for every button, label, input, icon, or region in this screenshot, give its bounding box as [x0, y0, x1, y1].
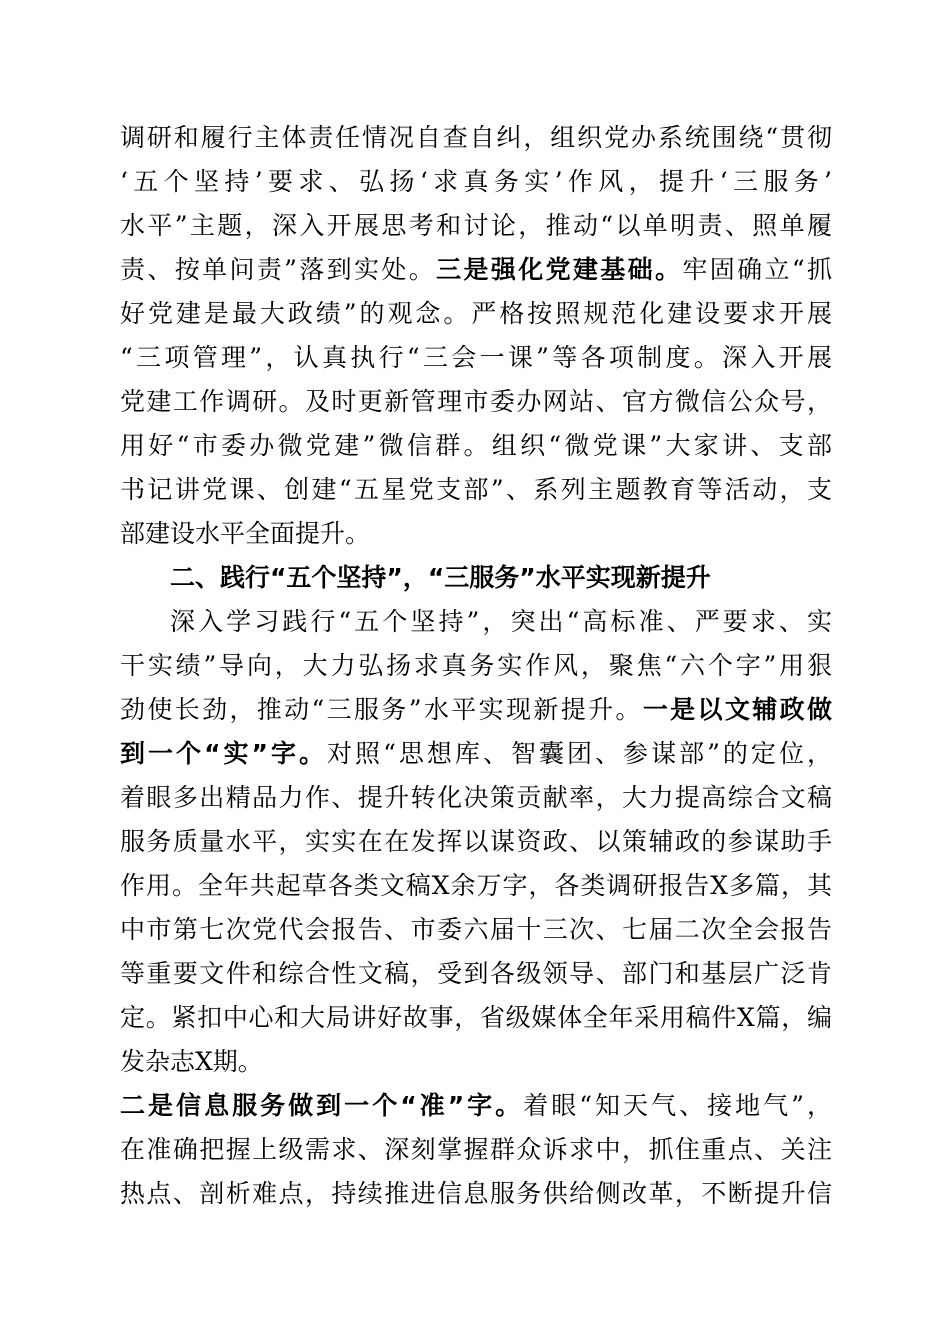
- text-line: 责、按单问责”落到实处。三是强化党建基础。牢固确立“抓: [120, 255, 832, 284]
- text-line: 深入学习践行“五个坚持”，突出“高标准、严要求、实: [170, 607, 832, 636]
- text-line: 好党建是最大政绩”的观念。严格按照规范化建设要求开展: [120, 299, 832, 328]
- text-line: 在准确把握上级需求、深刻掌握群众诉求中，抓住重点、关注: [120, 1135, 832, 1164]
- text-line: ‘五个坚持’要求、弘扬‘求真务实’作风，提升‘三服务’: [120, 167, 832, 196]
- text-line: 服务质量水平，实实在在发挥以谋资政、以策辅政的参谋助手: [120, 827, 832, 856]
- text-line: 书记讲党课、创建“五星党支部”、系列主题教育等活动，支: [120, 475, 832, 504]
- text-line: 中市第七次党代会报告、市委六届十三次、七届二次全会报告: [120, 915, 832, 944]
- text-line: 调研和履行主体责任情况自查自纠，组织党办系统围绕“贯彻: [120, 123, 832, 152]
- text-line: 着眼多出精品力作、提升转化决策贡献率，大力提高综合文稿: [120, 783, 832, 812]
- section-heading: 二、践行“五个坚持”，“三服务”水平实现新提升: [170, 563, 711, 592]
- text-line: 劲使长劲，推动“三服务”水平实现新提升。一是以文辅政做: [120, 695, 832, 724]
- text-line: 发杂志X期。: [120, 1047, 263, 1076]
- text-line: 定。紧扣中心和大局讲好故事，省级媒体全年采用稿件X篇，编: [120, 1003, 832, 1032]
- text-line: 部建设水平全面提升。: [120, 519, 371, 548]
- text-line: 作用。全年共起草各类文稿X余万字，各类调研报告X多篇，其: [120, 871, 832, 900]
- bold-run: 一是以文辅政做: [642, 695, 832, 724]
- text-line: 热点、剖析难点，持续推进信息服务供给侧改革，不断提升信: [120, 1179, 832, 1208]
- bold-run: 到一个“实”字。: [120, 739, 328, 768]
- bold-run: 二是信息服务做到一个“准”字。: [120, 1091, 524, 1120]
- bold-run: 三是强化党建基础。: [436, 255, 683, 284]
- text-line: 党建工作调研。及时更新管理市委办网站、官方微信公众号，: [120, 387, 832, 416]
- text-line: 等重要文件和综合性文稿，受到各级领导、部门和基层广泛肯: [120, 959, 832, 988]
- text-line: 干实绩”导向，大力弘扬求真务实作风，聚焦“六个字”用狠: [120, 651, 832, 680]
- text-line: 二是信息服务做到一个“准”字。着眼“知天气、接地气”，: [120, 1091, 832, 1120]
- text-line: 水平”主题，深入开展思考和讨论，推动“以单明责、照单履: [120, 211, 832, 240]
- text-line: 用好“市委办微党建”微信群。组织“微党课”大家讲、支部: [120, 431, 832, 460]
- text-line: “三项管理”，认真执行“三会一课”等各项制度。深入开展: [120, 343, 832, 372]
- text-line: 到一个“实”字。对照“思想库、智囊团、参谋部”的定位，: [120, 739, 832, 768]
